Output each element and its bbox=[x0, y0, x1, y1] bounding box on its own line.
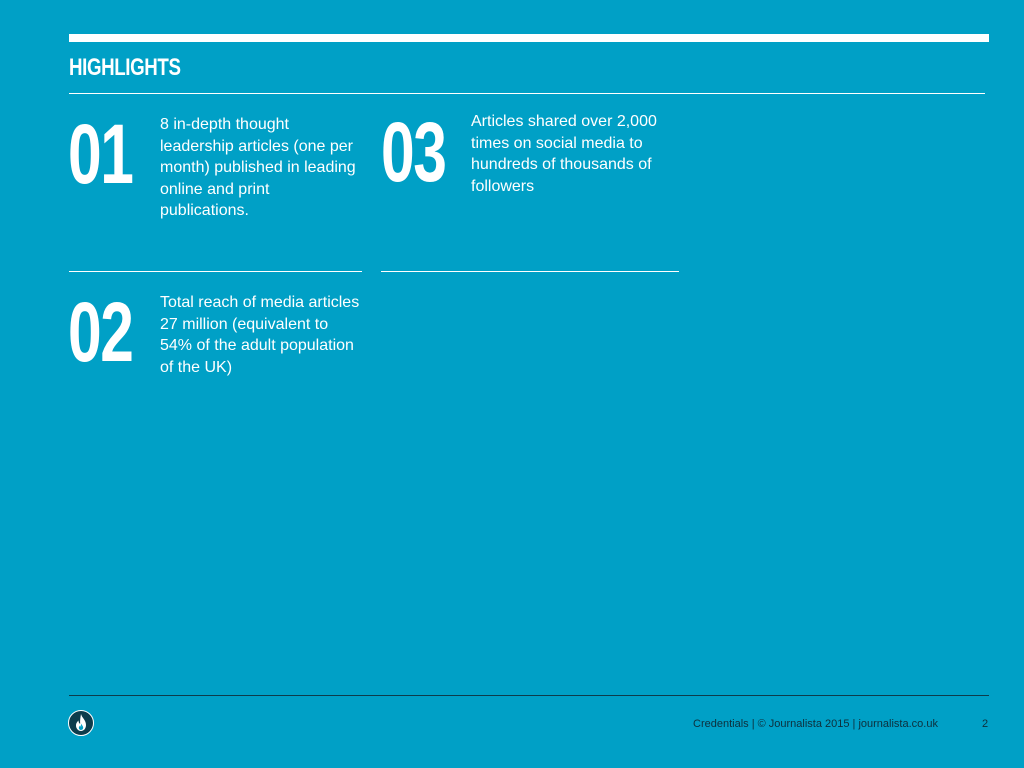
section-divider-left bbox=[69, 271, 362, 272]
footer-divider bbox=[69, 695, 989, 696]
title-divider bbox=[69, 93, 985, 94]
highlight-number-03: 03 bbox=[381, 105, 446, 199]
highlight-text-01: 8 in-depth thought leadership articles (one per month) published in leading online and print publications. bbox=[160, 116, 356, 219]
highlight-number-02: 02 bbox=[68, 285, 133, 379]
page-number: 2 bbox=[982, 718, 989, 730]
highlight-number-01: 01 bbox=[68, 107, 133, 201]
highlight-text-03: Articles shared over 2,000 times on social media to hundreds of thousands of followers bbox=[471, 113, 657, 195]
flame-icon bbox=[68, 710, 94, 736]
page-title: HIGHLIGHTS bbox=[69, 54, 181, 81]
footer-credits: Credentials | © Journalista 2015 | journalista.co.uk bbox=[693, 718, 938, 730]
section-divider-middle bbox=[381, 271, 679, 272]
highlight-text-02: Total reach of media articles 27 million (equivalent to 54% of the adult population of the UK) bbox=[160, 294, 360, 376]
top-bar bbox=[69, 34, 989, 42]
